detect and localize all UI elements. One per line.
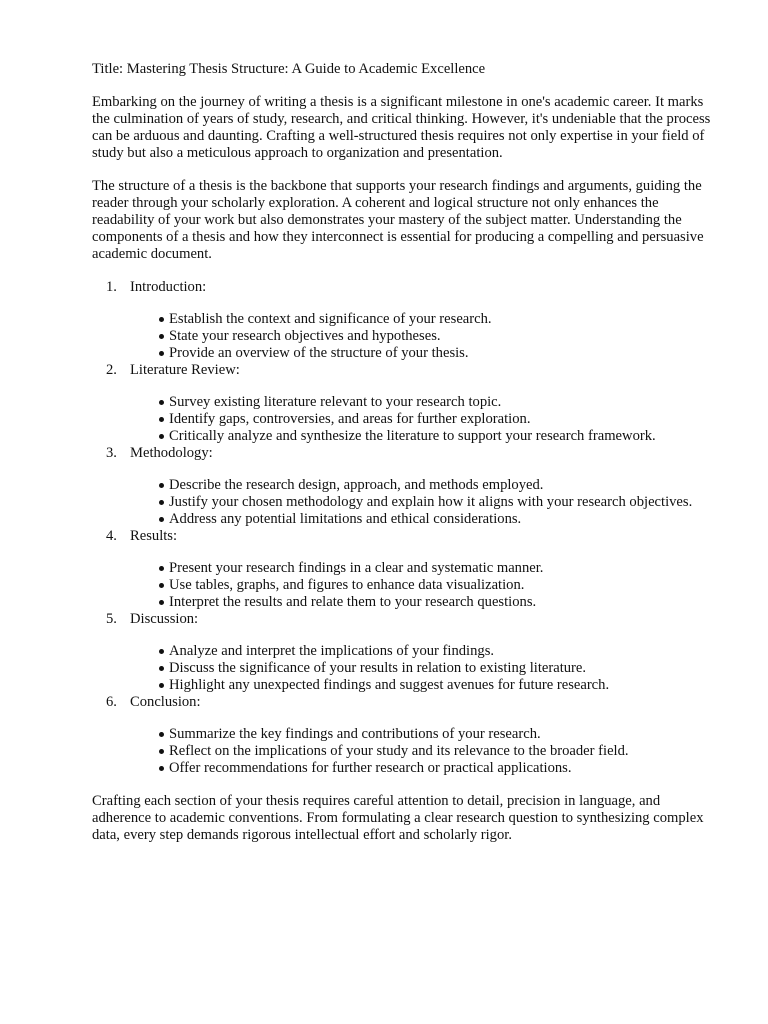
bullet-icon — [159, 583, 164, 588]
bullet-item: Highlight any unexpected findings and suggest avenues for future research. — [169, 677, 722, 694]
bullet-item: Identify gaps, controversies, and areas for further exploration. — [169, 411, 722, 428]
closing-paragraph: Crafting each section of your thesis requires careful attention to detail, precision in language, and adherence to academic conventions. From formulating a clear research question to synthesizing complex data, every step demands rigorous intellectual effort and scholarly rigor. — [92, 793, 704, 843]
bullet-item: State your research objectives and hypotheses. — [169, 328, 722, 345]
bullet-item: Present your research findings in a clear and systematic manner. — [169, 560, 722, 577]
bullet-item: Justify your chosen methodology and explain how it aligns with your research objectives. — [169, 494, 722, 511]
bullet-icon — [159, 434, 164, 439]
bullet-icon — [159, 749, 164, 754]
bullet-icon — [159, 500, 164, 505]
bullet-item: Establish the context and significance of your research. — [169, 311, 722, 328]
bullet-item: Interpret the results and relate them to your research questions. — [169, 594, 722, 611]
bullet-item: Survey existing literature relevant to your research topic. — [169, 394, 722, 411]
bullet-item: Describe the research design, approach, and methods employed. — [169, 477, 722, 494]
thesis-sections-list — [92, 279, 722, 777]
section-results — [92, 528, 722, 611]
bullet-item: Address any potential limitations and ethical considerations. — [169, 511, 722, 528]
bullet-item: Critically analyze and synthesize the literature to support your research framework. — [169, 428, 722, 445]
section-label: Introduction: — [130, 279, 207, 295]
bullet-icon — [159, 417, 164, 422]
bullet-icon — [159, 649, 164, 654]
bullet-item: Analyze and interpret the implications of your findings. — [169, 643, 722, 660]
section-number: 2. — [106, 362, 117, 378]
section-discussion — [92, 611, 722, 694]
bullet-item: Provide an overview of the structure of your thesis. — [169, 345, 722, 362]
bullet-icon — [159, 666, 164, 671]
bullet-icon — [159, 517, 164, 522]
section-bullets — [92, 311, 722, 362]
section-number: 3. — [106, 445, 117, 461]
section-introduction — [92, 279, 722, 362]
section-bullets — [92, 643, 722, 694]
bullet-icon — [159, 600, 164, 605]
section-methodology — [92, 445, 722, 528]
section-bullets — [92, 477, 722, 528]
intro-paragraph-1: Embarking on the journey of writing a thesis is a significant milestone in one's academic career. It marks the culmination of years of study, research, and critical thinking. However, it's undeniable that the process can be arduous and daunting. Crafting a well-structured thesis requires not only expertise in your field of study but also a meticulous approach to organization and presentation. — [92, 94, 711, 161]
section-number: 1. — [106, 279, 117, 295]
bullet-item: Use tables, graphs, and figures to enhance data visualization. — [169, 577, 722, 594]
bullet-icon — [159, 732, 164, 737]
intro-paragraph-2: The structure of a thesis is the backbone that supports your research findings and arguments, guiding the reader through your scholarly exploration. A coherent and logical structure not only enhances the readability of your work but also demonstrates your mastery of the subject matter. Understanding the components of a thesis and how they interconnect is essential for producing a compelling and persuasive academic document. — [92, 178, 704, 262]
section-number: 6. — [106, 694, 117, 710]
section-bullets — [92, 394, 722, 445]
section-label: Discussion: — [130, 611, 199, 627]
bullet-icon — [159, 400, 164, 405]
section-number: 4. — [106, 528, 117, 544]
bullet-item: Offer recommendations for further research or practical applications. — [169, 760, 722, 777]
bullet-item: Reflect on the implications of your study and its relevance to the broader field. — [169, 743, 722, 760]
section-number: 5. — [106, 611, 117, 627]
document-title: Title: Mastering Thesis Structure: A Guide to Academic Excellence — [92, 61, 486, 77]
bullet-item: Discuss the significance of your results in relation to existing literature. — [169, 660, 722, 677]
bullet-icon — [159, 317, 164, 322]
section-label: Conclusion: — [130, 694, 201, 710]
document-page — [92, 61, 722, 860]
section-label: Literature Review: — [130, 362, 240, 378]
section-literature-review — [92, 362, 722, 445]
bullet-icon — [159, 483, 164, 488]
bullet-icon — [159, 334, 164, 339]
bullet-icon — [159, 766, 164, 771]
bullet-item: Summarize the key findings and contributions of your research. — [169, 726, 722, 743]
bullet-icon — [159, 683, 164, 688]
bullet-icon — [159, 351, 164, 356]
section-conclusion — [92, 694, 722, 777]
bullet-icon — [159, 566, 164, 571]
section-bullets — [92, 726, 722, 777]
section-label: Methodology: — [130, 445, 213, 461]
section-label: Results: — [130, 528, 178, 544]
section-bullets — [92, 560, 722, 611]
